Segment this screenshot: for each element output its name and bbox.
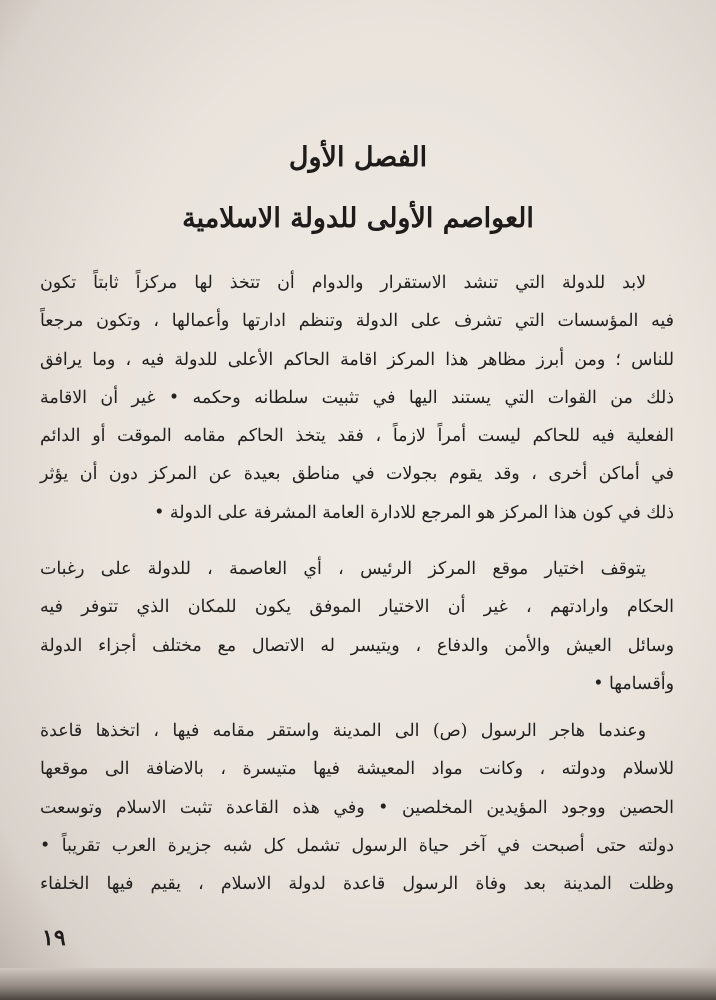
text-line: دولته حتى أصبحت في آخر حياة الرسول تشمل كل شبه جزيرة العرب تقريباً • bbox=[40, 835, 674, 856]
page-bottom-edge bbox=[0, 968, 716, 1000]
text-line: الحكام وارادتهم ، غير أن الاختيار الموفق يكون للمكان الذي تتوفر فيه bbox=[40, 597, 674, 618]
text-line: الفعلية فيه للحاكم ليست أمراً لازماً ، فقد يتخذ الحاكم مقامه الموقت أو الدائم bbox=[40, 426, 674, 447]
text-line: فيه المؤسسات التي تشرف على الدولة وتنظم ادارتها وأعمالها ، وتكون مرجعاً bbox=[40, 311, 674, 332]
text-line: ذلك من القوات التي يستند اليها في تثبيت سلطانه وحكمه • غير أن الاقامة bbox=[40, 387, 674, 408]
text-line: لابد للدولة التي تنشد الاستقرار والدوام أن تتخذ لها مركزاً ثابتاً تكون bbox=[40, 273, 646, 293]
text-line: وعندما هاجر الرسول (ص) الى المدينة واستقر مقامه فيها ، اتخذها قاعدة bbox=[40, 721, 646, 741]
text-line: وظلت المدينة بعد وفاة الرسول قاعدة لدولة الاسلام ، يقيم فيها الخلفاء bbox=[40, 874, 674, 895]
text-line: ذلك في كون هذا المركز هو المرجع للادارة العامة المشرفة على الدولة • bbox=[154, 502, 674, 523]
page-number: ١٩ bbox=[42, 925, 66, 951]
paragraph-3 bbox=[40, 712, 674, 903]
section-title: العواصم الأولى للدولة الاسلامية bbox=[182, 203, 534, 234]
text-line: في أماكن أخرى ، وقد يقوم بجولات في مناطق بعيدة عن المركز دون أن يؤثر bbox=[40, 464, 674, 485]
text-line: وسائل العيش والأمن والدفاع ، ويتيسر له الاتصال مع مختلف أجزاء الدولة bbox=[40, 635, 674, 656]
chapter-title: الفصل الأول bbox=[288, 142, 428, 173]
paragraph-2 bbox=[40, 550, 674, 703]
text-line: يتوقف اختيار موقع المركز الرئيس ، أي العاصمة ، للدولة على رغبات bbox=[40, 559, 646, 579]
text-line: للناس ؛ ومن أبرز مظاهر هذا المركز اقامة الحاكم الأعلى للدولة فيه ، وما يرافق bbox=[40, 349, 674, 370]
text-line: وأقسامها • bbox=[593, 673, 674, 694]
text-line: للاسلام ودولته ، وكانت مواد المعيشة فيها متيسرة ، بالاضافة الى موقعها bbox=[40, 759, 674, 780]
paragraph-1 bbox=[40, 264, 674, 532]
text-line: الحصين ووجود المؤيدين المخلصين • وفي هذه القاعدة تثبت الاسلام وتوسعت bbox=[40, 797, 674, 818]
